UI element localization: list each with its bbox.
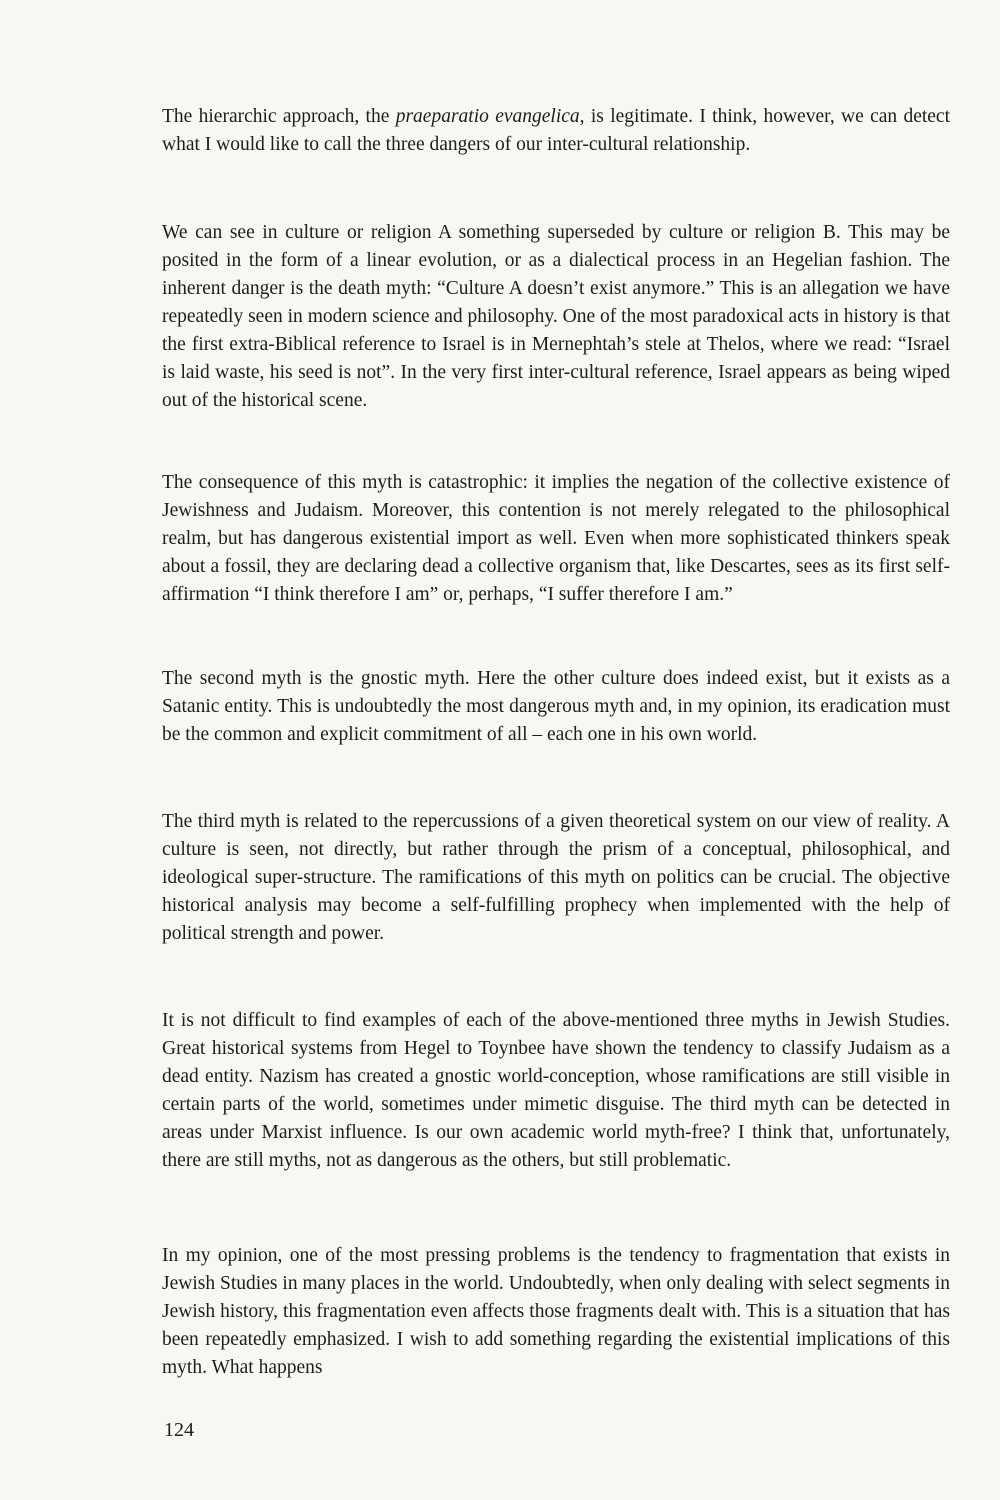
- paragraph-hierarchic-approach: [162, 103, 950, 159]
- paragraph-death-myth: We can see in culture or religion A something superseded by culture or religion B. This may be posited in the form of a linear evolution, or as a dialectical process in an Hegelian fashion. The inherent danger is the death myth: “Culture A doesn’t exist anymore.” This is an allegation we have repeatedly seen in modern science and philosophy. One of the most paradoxical acts in history is that the first extra-Biblical reference to Israel is in Mernephtah’s stele at Thelos, where we read: “Israel is laid waste, his seed is not”. In the very first inter-cultural reference, Israel appears as being wiped out of the historical scene.: [162, 222, 950, 411]
- paragraph-consequence: The consequence of this myth is catastrophic: it implies the negation of the collective existence of Jewishness and Judaism. Moreover, this contention is not merely relegated to the philosophical realm, but has dangerous existential import as well. Even when more sophisticated thinkers speak about a fossil, they are declaring dead a collective organism that, like Descartes, sees as its first self-affirmation “I think therefore I am” or, perhaps, “I suffer therefore I am.”: [162, 472, 950, 605]
- paragraph-fragmentation: In my opinion, one of the most pressing problems is the tendency to fragmentation that exists in Jewish Studies in many places in the world. Undoubtedly, when only dealing with select segments in Jewish history, this fragmentation even affects those fragments dealt with. This is a situation that has been repeatedly emphasized. I wish to add something regarding the existential implications of this myth. What happens: [162, 1245, 950, 1378]
- paragraph-text: The hierarchic approach, the: [162, 106, 396, 127]
- paragraph-examples: It is not difficult to find examples of each of the above-mentioned three myths in Jewish Studies. Great historical systems from Hegel to Toynbee have shown the tendency to classify Judaism as a dead entity. Nazism has created a gnostic world-conception, whose ramifications are still visible in certain parts of the world, sometimes under mimetic disguise. The third myth can be detected in areas under Marxist influence. Is our own academic world myth-free? I think that, unfortunately, there are still myths, not as dangerous as the others, but still problematic.: [162, 1010, 950, 1171]
- paragraph-third-myth: The third myth is related to the repercussions of a given theoretical system on our view of reality. A culture is seen, not directly, but rather through the prism of a conceptual, philosophical, and ideological super-structure. The ramifications of this myth on politics can be crucial. The objective historical analysis may become a self-fulfilling prophecy when implemented with the help of political strength and power.: [162, 811, 950, 944]
- page-number: 124: [164, 1419, 194, 1441]
- paragraph-gnostic-myth: The second myth is the gnostic myth. Here the other culture does indeed exist, but it exists as a Satanic entity. This is undoubtedly the most dangerous myth and, in my opinion, its eradication must be the common and explicit commitment of all – each one in his own world.: [162, 668, 950, 745]
- italic-term: praeparatio evangelica: [395, 106, 580, 127]
- paragraph-text: , is legitimate. I think, however, we can detect what I would like to call the three dangers of our inter-cultural relationship.: [162, 106, 951, 155]
